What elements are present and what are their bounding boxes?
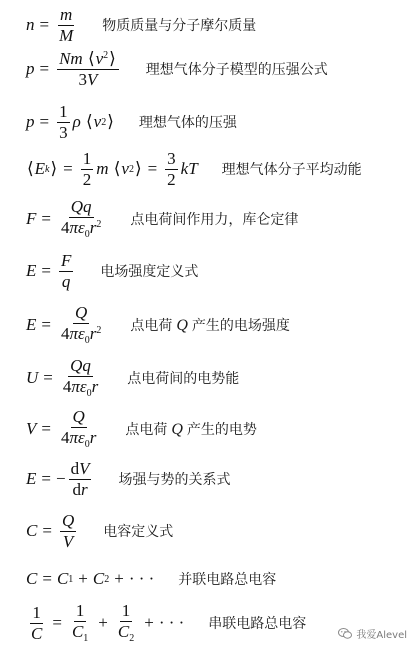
formula-description: 并联电路总电容 [178, 572, 277, 588]
formula-point-field: E = $\frac{Q}{4\pi\varepsilon_0r^2}$ [26, 303, 102, 346]
formula-field-definition: E = $\frac{F}{q}$ [26, 251, 72, 291]
formula-pressure: p = $\frac{1}{3}$ ρ ⟨ v 2 ⟩ [26, 102, 114, 142]
formula-capacitance: C = $\frac{Q}{V}$ [26, 511, 75, 551]
formula-series: $\frac{1}{C}$ = $\frac{1}{C_1}$ + $\frac{1}{C_2}$ + · · · [31, 601, 185, 644]
formula-description: 点电荷间的电势能 [127, 371, 240, 388]
formula-description: 点电荷 Q 产生的电势 [125, 421, 257, 439]
watermark-text: 我爱Alevel [356, 630, 407, 641]
formula-description: 电容定义式 [103, 524, 174, 541]
formula-description: 理想气体分子模型的压强公式 [145, 62, 328, 79]
watermark [338, 626, 407, 641]
formula-description: 点电荷 Q 产生的电场强度 [130, 317, 290, 335]
formula-row-parallel [26, 569, 276, 589]
formula-row-potential [26, 408, 257, 450]
formula-row-pressure [26, 103, 237, 142]
formula-row-potential-energy [26, 357, 239, 399]
formula-row-capacitance [26, 512, 173, 551]
formula-row-kinetic-energy [26, 150, 362, 189]
formula-row-pressure-model [26, 50, 328, 89]
formula-row-mass [26, 6, 256, 45]
formula-description: 串联电路总电容 [208, 616, 307, 633]
wechat-icon [338, 628, 352, 639]
formula-mass: n = $\frac{m}{M}$ [26, 5, 74, 45]
formula-kinetic-energy: ⟨ E k ⟩ = $\frac{1}{2}$ m ⟨ v 2 ⟩ = $\frac{3}{2}$ kT [27, 149, 198, 189]
formula-row-coulomb [26, 198, 298, 240]
formula-description: 物质质量与分子摩尔质量 [102, 18, 257, 35]
formula-description: 电场强度定义式 [100, 264, 199, 281]
formula-description: 理想气体的压强 [138, 115, 237, 132]
formula-description: 理想气体分子平均动能 [221, 162, 362, 179]
formula-field-potential: E = − $\frac{dV}{dr}$ [26, 459, 90, 499]
formula-potential: V = $\frac{Q}{4\pi\varepsilon_0r}$ [26, 407, 97, 450]
formula-row-field-definition [26, 252, 198, 291]
formula-row-point-field [26, 304, 290, 346]
formula-potential-energy: U = $\frac{Qq}{4\pi\varepsilon_0r}$ [26, 356, 99, 399]
formula-row-series [26, 602, 306, 644]
formula-description: 场强与势的关系式 [118, 472, 231, 489]
formula-parallel: C = C 1 + C 2 + · · · [26, 569, 155, 588]
formula-row-field-potential [26, 460, 230, 499]
formula-coulomb: F = $\frac{Qq}{4\pi\varepsilon_0r^2}$ [26, 197, 102, 240]
formula-description: 点电荷间作用力，库仑定律 [130, 212, 299, 229]
formula-pressure-model: p = $\frac{Nm ⟨v^2⟩}{3V}$ [26, 50, 122, 89]
